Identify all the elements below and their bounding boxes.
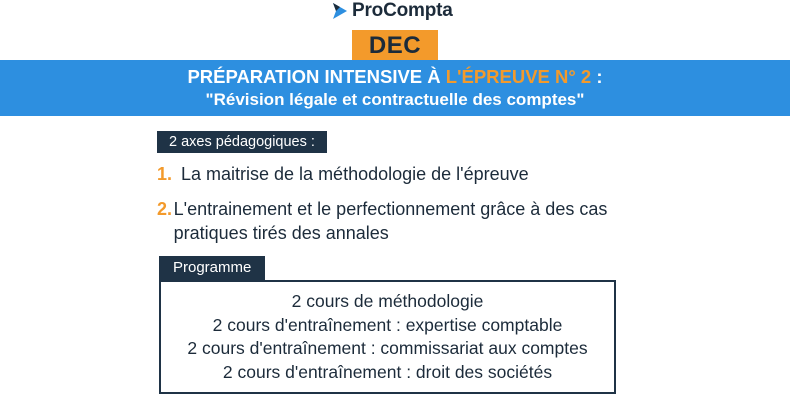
programme-line: 2 cours de méthodologie [291,291,484,311]
banner-title-part1: PRÉPARATION INTENSIVE À [187,66,446,87]
brand-name: ProCompta [352,0,453,21]
programme-box [159,280,616,394]
banner-title-accent: L'ÉPREUVE N° 2 [445,66,592,87]
play-arrow-icon [332,2,348,20]
programme-line: 2 cours d'entraînement : droit des sociétés [222,361,553,382]
banner-subtitle: "Révision légale et contractuelle des comptes" [205,90,585,109]
axis-text: La maitrise de la méthodologie de l'épreuve [181,164,529,184]
banner-title [0,66,790,88]
programme-label: Programme [159,256,265,280]
title-banner [0,60,790,116]
procompta-logo [332,0,453,22]
axis-number: 1. [157,164,173,184]
axis-item-1 [157,162,627,186]
banner-title-part2: : [591,66,603,87]
axis-text: L'entrainement et le perfectionnement grâce à des cas pratiques tirés des annales [173,199,608,243]
axis-item-2 [157,197,627,245]
programme-line: 2 cours d'entraînement : expertise comptable [212,314,563,335]
dec-badge: DEC [352,30,438,62]
axis-number: 2. [157,199,173,219]
axes-label: 2 axes pédagogiques : [157,131,327,153]
programme-line: 2 cours d'entraînement : commissariat aux comptes [187,338,588,358]
